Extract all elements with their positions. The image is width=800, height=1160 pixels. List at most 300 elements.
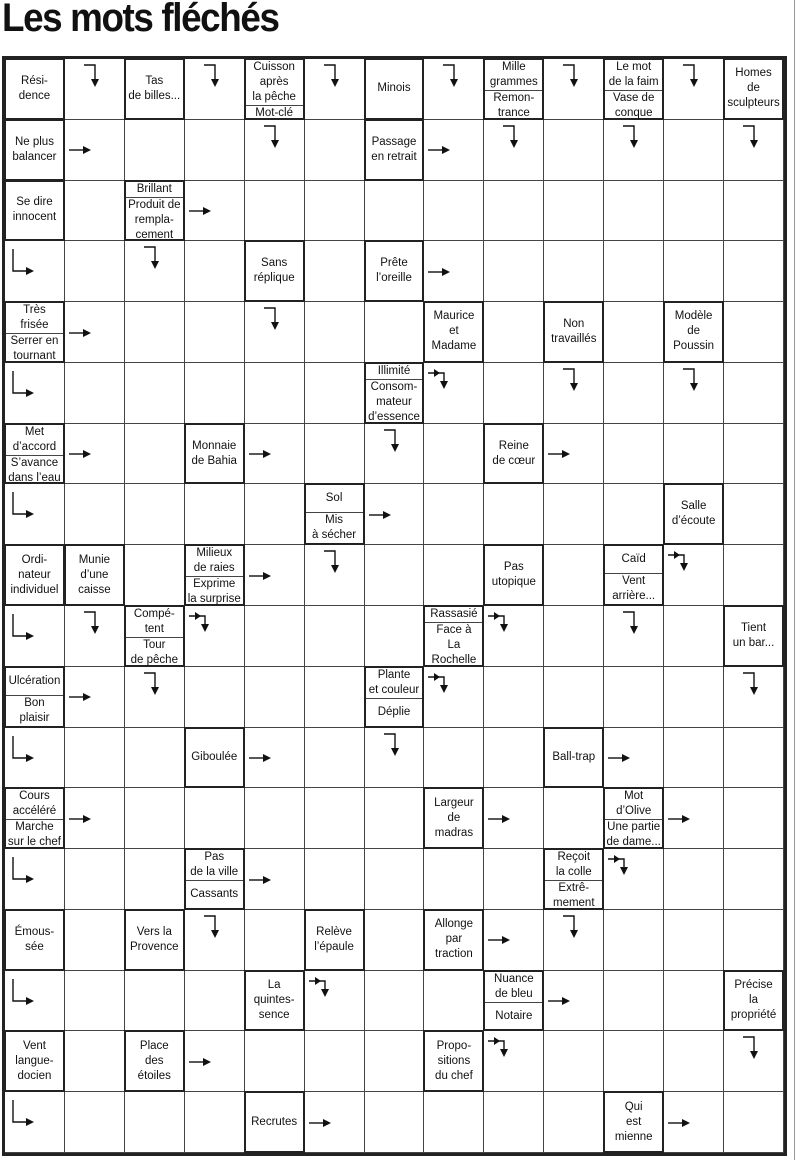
clue-cell [244, 1091, 305, 1153]
answer-cell[interactable] [365, 181, 425, 242]
clue-cell [364, 58, 425, 120]
answer-cell[interactable] [65, 181, 125, 242]
answer-cell[interactable] [125, 120, 185, 181]
answer-cell[interactable] [365, 424, 425, 485]
answer-cell[interactable] [424, 728, 484, 789]
answer-cell[interactable] [305, 849, 365, 910]
clue-text: Notaire [485, 1002, 542, 1030]
answer-cell[interactable] [664, 181, 724, 242]
answer-cell[interactable] [604, 241, 664, 302]
answer-cell[interactable] [664, 667, 724, 728]
clue-cell [603, 1091, 664, 1153]
clue-cell [483, 970, 544, 1032]
answer-cell[interactable] [365, 788, 425, 849]
answer-cell[interactable] [604, 363, 664, 424]
answer-cell[interactable] [424, 1092, 484, 1153]
answer-cell[interactable] [544, 545, 604, 606]
answer-cell[interactable] [724, 910, 784, 971]
clue-text: Salle d’écoute [671, 500, 716, 528]
answer-cell[interactable] [544, 181, 604, 242]
clue-text: Rassasié [430, 608, 478, 620]
answer-cell[interactable] [185, 1092, 245, 1153]
answer-cell[interactable] [245, 1031, 305, 1092]
clue-text: Largeur de madras [434, 796, 474, 839]
answer-cell[interactable] [424, 181, 484, 242]
clue-text: Mot d’Olive [616, 790, 652, 818]
answer-cell[interactable] [484, 181, 544, 242]
answer-cell[interactable] [65, 910, 125, 971]
answer-cell[interactable] [245, 424, 305, 485]
clue-text: Passage en retrait [371, 135, 417, 163]
clue-text: Propo- sitions du chef [435, 1039, 473, 1082]
answer-cell[interactable] [664, 849, 724, 910]
clue-cell [543, 848, 604, 910]
crossword-grid [2, 56, 787, 1156]
answer-cell[interactable] [604, 424, 664, 485]
answer-cell[interactable] [365, 1031, 425, 1092]
answer-cell[interactable] [544, 1092, 604, 1153]
clue-text: Modèle de Poussin [673, 310, 715, 353]
clue-cell [4, 180, 65, 242]
answer-cell[interactable] [724, 424, 784, 485]
clue-text: Serrer en tournant [6, 333, 63, 364]
answer-cell[interactable] [185, 606, 245, 667]
clue-text: Remon- trance [485, 90, 542, 121]
answer-cell[interactable] [664, 1031, 724, 1092]
answer-cell[interactable] [604, 728, 664, 789]
answer-cell[interactable] [245, 849, 305, 910]
clue-cell [124, 909, 185, 971]
clue-text: Émous- sée [14, 925, 55, 953]
clue-text: Vase de conque [605, 90, 662, 121]
answer-cell[interactable] [724, 181, 784, 242]
answer-cell[interactable] [185, 302, 245, 363]
clue-text: Précise la propriété [730, 979, 777, 1022]
clue-cell [4, 423, 65, 485]
answer-cell[interactable] [245, 788, 305, 849]
clue-text: Giboulée [191, 750, 238, 763]
clue-text: Plante et couleur [368, 668, 420, 696]
clue-text: Déplie [366, 698, 423, 726]
clue-text: Prête l’oreille [376, 257, 412, 285]
answer-cell[interactable] [125, 363, 185, 424]
answer-cell[interactable] [125, 1092, 185, 1153]
answer-cell[interactable] [544, 59, 604, 120]
clue-cell [483, 423, 544, 485]
answer-cell[interactable] [365, 484, 425, 545]
clue-cell [184, 423, 245, 485]
clue-text: Brillant [136, 182, 172, 195]
clue-text: Vers la Provence [130, 925, 179, 953]
answer-cell[interactable] [65, 241, 125, 302]
clue-text: Monnaie de Bahia [191, 439, 237, 467]
answer-cell[interactable] [664, 1092, 724, 1153]
clue-text: Mille grammes [489, 61, 538, 88]
answer-cell[interactable] [484, 667, 544, 728]
clue-text: Homes de sculpteurs [727, 67, 780, 110]
answer-cell[interactable] [484, 120, 544, 181]
answer-cell[interactable] [424, 120, 484, 181]
answer-cell[interactable] [664, 788, 724, 849]
answer-cell[interactable] [185, 667, 245, 728]
clue-text: Pas de la ville [190, 851, 239, 879]
clue-text: Caïd [621, 553, 646, 566]
answer-cell[interactable] [484, 849, 544, 910]
clue-text: Sans réplique [253, 257, 295, 285]
answer-cell[interactable] [724, 241, 784, 302]
answer-cell[interactable] [484, 1031, 544, 1092]
answer-cell[interactable] [544, 363, 604, 424]
clue-cell [603, 58, 664, 120]
clue-text: Rési- dence [18, 74, 51, 102]
answer-cell[interactable] [65, 849, 125, 910]
clue-cell [364, 666, 425, 728]
answer-cell[interactable] [664, 241, 724, 302]
answer-cell[interactable] [424, 971, 484, 1032]
answer-cell[interactable] [125, 424, 185, 485]
clue-text: Maurice et Madame [431, 310, 477, 353]
answer-cell[interactable] [245, 545, 305, 606]
clue-cell [543, 301, 604, 363]
answer-cell[interactable] [484, 484, 544, 545]
answer-cell[interactable] [664, 728, 724, 789]
clue-cell [663, 483, 724, 545]
answer-cell[interactable] [544, 667, 604, 728]
answer-cell[interactable] [65, 728, 125, 789]
answer-cell[interactable] [724, 849, 784, 910]
clue-cell [423, 787, 484, 849]
clue-cell [723, 605, 784, 667]
answer-cell[interactable] [305, 606, 365, 667]
clue-text: Munie d’une caisse [78, 553, 111, 596]
answer-cell[interactable] [604, 971, 664, 1032]
answer-cell[interactable] [484, 241, 544, 302]
clue-text: Produit de rempla- cement [126, 197, 183, 243]
answer-cell[interactable] [544, 606, 604, 667]
clue-text: Cours accéléré [12, 790, 57, 818]
clue-cell [603, 544, 664, 606]
answer-cell[interactable] [484, 910, 544, 971]
answer-cell[interactable] [65, 788, 125, 849]
clue-text: Extrê- mement [545, 880, 602, 911]
clue-text: Face à La Rochelle [425, 622, 482, 668]
answer-cell[interactable] [5, 484, 65, 545]
answer-cell[interactable] [365, 606, 425, 667]
answer-cell[interactable] [245, 667, 305, 728]
answer-cell[interactable] [664, 120, 724, 181]
answer-cell[interactable] [185, 120, 245, 181]
clue-text: Cassants [186, 880, 243, 908]
answer-cell[interactable] [65, 484, 125, 545]
answer-cell[interactable] [65, 606, 125, 667]
answer-cell[interactable] [664, 971, 724, 1032]
answer-cell[interactable] [724, 484, 784, 545]
answer-cell[interactable] [125, 667, 185, 728]
answer-cell[interactable] [724, 363, 784, 424]
answer-cell[interactable] [305, 241, 365, 302]
clue-cell [184, 848, 245, 910]
answer-cell[interactable] [185, 910, 245, 971]
answer-cell[interactable] [604, 667, 664, 728]
answer-cell[interactable] [245, 363, 305, 424]
answer-cell[interactable] [185, 363, 245, 424]
clue-cell [124, 180, 185, 242]
puzzle-title: Les mots fléchés [2, 0, 279, 40]
answer-cell[interactable] [604, 302, 664, 363]
answer-cell[interactable] [365, 302, 425, 363]
answer-cell[interactable] [5, 849, 65, 910]
clue-text: Met d’accord [12, 425, 57, 453]
answer-cell[interactable] [424, 241, 484, 302]
clue-text: S’avance dans l’eau [6, 455, 63, 486]
answer-cell[interactable] [424, 59, 484, 120]
clue-text: Se dire innocent [12, 196, 57, 224]
answer-cell[interactable] [365, 910, 425, 971]
answer-cell[interactable] [544, 484, 604, 545]
answer-cell[interactable] [185, 788, 245, 849]
clue-text: Minois [377, 82, 411, 95]
answer-cell[interactable] [65, 302, 125, 363]
answer-cell[interactable] [484, 302, 544, 363]
clue-cell [423, 605, 484, 667]
answer-cell[interactable] [245, 728, 305, 789]
answer-cell[interactable] [125, 545, 185, 606]
clue-cell [483, 544, 544, 606]
answer-cell[interactable] [544, 788, 604, 849]
answer-cell[interactable] [65, 120, 125, 181]
answer-cell[interactable] [65, 59, 125, 120]
answer-cell[interactable] [305, 302, 365, 363]
clue-cell [184, 727, 245, 789]
answer-cell[interactable] [365, 971, 425, 1032]
answer-cell[interactable] [5, 1092, 65, 1153]
clue-cell [4, 666, 65, 728]
answer-cell[interactable] [185, 59, 245, 120]
clue-cell [483, 58, 544, 120]
clue-text: Ball-trap [552, 750, 596, 763]
answer-cell[interactable] [65, 1031, 125, 1092]
clue-cell [423, 909, 484, 971]
answer-cell[interactable] [245, 484, 305, 545]
answer-cell[interactable] [305, 971, 365, 1032]
answer-cell[interactable] [305, 59, 365, 120]
clue-cell [304, 483, 365, 545]
clue-text: Une partie de dame... [606, 821, 661, 849]
clue-text: Ordi- nateur individuel [10, 553, 59, 596]
clue-cell [4, 1030, 65, 1092]
answer-cell[interactable] [424, 849, 484, 910]
clue-text: Illimité [377, 364, 411, 377]
answer-cell[interactable] [544, 971, 604, 1032]
answer-cell[interactable] [664, 424, 724, 485]
answer-cell[interactable] [125, 302, 185, 363]
answer-cell[interactable] [185, 484, 245, 545]
answer-cell[interactable] [724, 788, 784, 849]
clue-text: Sol [325, 492, 343, 505]
answer-cell[interactable] [305, 1031, 365, 1092]
answer-cell[interactable] [604, 849, 664, 910]
answer-cell[interactable] [65, 1092, 125, 1153]
answer-cell[interactable] [544, 424, 604, 485]
answer-cell[interactable] [424, 424, 484, 485]
answer-cell[interactable] [305, 545, 365, 606]
answer-cell[interactable] [424, 363, 484, 424]
answer-cell[interactable] [5, 728, 65, 789]
answer-cell[interactable] [724, 302, 784, 363]
answer-cell[interactable] [604, 606, 664, 667]
clue-text: Vent langue- docien [15, 1039, 54, 1082]
answer-cell[interactable] [724, 1031, 784, 1092]
clue-cell [364, 362, 425, 424]
clue-cell [4, 58, 65, 120]
answer-cell[interactable] [65, 424, 125, 485]
clue-cell [423, 301, 484, 363]
answer-cell[interactable] [65, 363, 125, 424]
clue-text: Pas utopique [491, 561, 536, 589]
answer-cell[interactable] [724, 728, 784, 789]
clue-text: Relève l’épaule [314, 925, 354, 953]
answer-cell[interactable] [484, 788, 544, 849]
answer-cell[interactable] [5, 363, 65, 424]
clue-cell [603, 787, 664, 849]
answer-cell[interactable] [185, 1031, 245, 1092]
answer-cell[interactable] [185, 241, 245, 302]
answer-cell[interactable] [185, 181, 245, 242]
answer-cell[interactable] [5, 606, 65, 667]
answer-cell[interactable] [724, 120, 784, 181]
answer-cell[interactable] [365, 1092, 425, 1153]
clue-text: Cuisson après la pêche [252, 61, 296, 103]
clue-cell [244, 58, 305, 120]
clue-text: Le mot de la faim [608, 61, 659, 88]
answer-cell[interactable] [125, 484, 185, 545]
clue-text: Recrutes [251, 1115, 298, 1128]
clue-cell [364, 240, 425, 302]
answer-cell[interactable] [724, 1092, 784, 1153]
clue-cell [124, 1030, 185, 1092]
answer-cell[interactable] [185, 971, 245, 1032]
answer-cell[interactable] [365, 545, 425, 606]
clue-text: Bon plaisir [6, 695, 63, 726]
answer-cell[interactable] [245, 181, 305, 242]
clue-cell [244, 240, 305, 302]
clue-text: Place des étoiles [137, 1039, 171, 1082]
answer-cell[interactable] [125, 971, 185, 1032]
answer-cell[interactable] [604, 120, 664, 181]
answer-cell[interactable] [125, 241, 185, 302]
clue-text: Marche sur le chef [7, 821, 61, 849]
clue-cell [124, 605, 185, 667]
answer-cell[interactable] [305, 667, 365, 728]
answer-cell[interactable] [245, 910, 305, 971]
answer-cell[interactable] [544, 241, 604, 302]
answer-cell[interactable] [664, 910, 724, 971]
clue-cell [244, 970, 305, 1032]
answer-cell[interactable] [484, 1092, 544, 1153]
clue-text: Exprime la surprise [187, 578, 241, 606]
clue-text: Reine de cœur [492, 439, 536, 467]
answer-cell[interactable] [125, 788, 185, 849]
clue-text: Compé- tent [133, 608, 175, 635]
clue-cell [184, 544, 245, 606]
answer-cell[interactable] [484, 728, 544, 789]
clue-cell [723, 970, 784, 1032]
answer-cell[interactable] [664, 606, 724, 667]
clue-cell [364, 119, 425, 181]
answer-cell[interactable] [305, 120, 365, 181]
answer-cell[interactable] [484, 606, 544, 667]
answer-cell[interactable] [424, 667, 484, 728]
clue-text: La quintes- sence [253, 979, 295, 1022]
answer-cell[interactable] [604, 1031, 664, 1092]
answer-cell[interactable] [544, 1031, 604, 1092]
answer-cell[interactable] [365, 849, 425, 910]
clue-text: Non travaillés [551, 317, 597, 345]
clue-cell [423, 1030, 484, 1092]
answer-cell[interactable] [305, 788, 365, 849]
answer-cell[interactable] [604, 484, 664, 545]
clue-text: Mis à sécher [306, 512, 363, 543]
clue-cell [4, 119, 65, 181]
answer-cell[interactable] [125, 728, 185, 789]
answer-cell[interactable] [65, 971, 125, 1032]
answer-cell[interactable] [65, 667, 125, 728]
answer-cell[interactable] [724, 545, 784, 606]
clue-text: Nuance de bleu [494, 972, 534, 1000]
clue-text: Allonge par traction [434, 918, 474, 961]
answer-cell[interactable] [365, 728, 425, 789]
clue-cell [4, 787, 65, 849]
clue-text: Tas de billes... [128, 74, 181, 102]
answer-cell[interactable] [305, 181, 365, 242]
answer-cell[interactable] [604, 181, 664, 242]
answer-cell[interactable] [424, 484, 484, 545]
clue-cell [124, 58, 185, 120]
answer-cell[interactable] [245, 606, 305, 667]
answer-cell[interactable] [125, 849, 185, 910]
answer-cell[interactable] [544, 910, 604, 971]
answer-cell[interactable] [305, 1092, 365, 1153]
answer-cell[interactable] [484, 363, 544, 424]
clue-cell [304, 909, 365, 971]
answer-cell[interactable] [5, 241, 65, 302]
clue-text: Tour de pêche [126, 637, 183, 668]
clue-text: Mot-clé [246, 105, 303, 121]
clue-text: Ne plus balancer [12, 135, 57, 163]
clue-text: Vent arrière... [605, 573, 662, 604]
answer-cell[interactable] [5, 971, 65, 1032]
answer-cell[interactable] [305, 363, 365, 424]
clue-text: Milieux de raies [193, 547, 235, 575]
answer-cell[interactable] [305, 424, 365, 485]
answer-cell[interactable] [664, 545, 724, 606]
answer-cell[interactable] [245, 302, 305, 363]
answer-cell[interactable] [544, 120, 604, 181]
answer-cell[interactable] [724, 667, 784, 728]
answer-cell[interactable] [305, 728, 365, 789]
answer-cell[interactable] [245, 120, 305, 181]
answer-cell[interactable] [664, 363, 724, 424]
clue-text: Reçoit la colle [555, 851, 592, 879]
answer-cell[interactable] [424, 545, 484, 606]
clue-cell [4, 301, 65, 363]
answer-cell[interactable] [604, 910, 664, 971]
answer-cell[interactable] [664, 59, 724, 120]
clue-text: Très frisée [20, 304, 49, 332]
clue-cell [4, 544, 65, 606]
clue-text: Consom- mateur d’essence [366, 379, 423, 425]
clue-text: Ulcération [8, 674, 61, 687]
